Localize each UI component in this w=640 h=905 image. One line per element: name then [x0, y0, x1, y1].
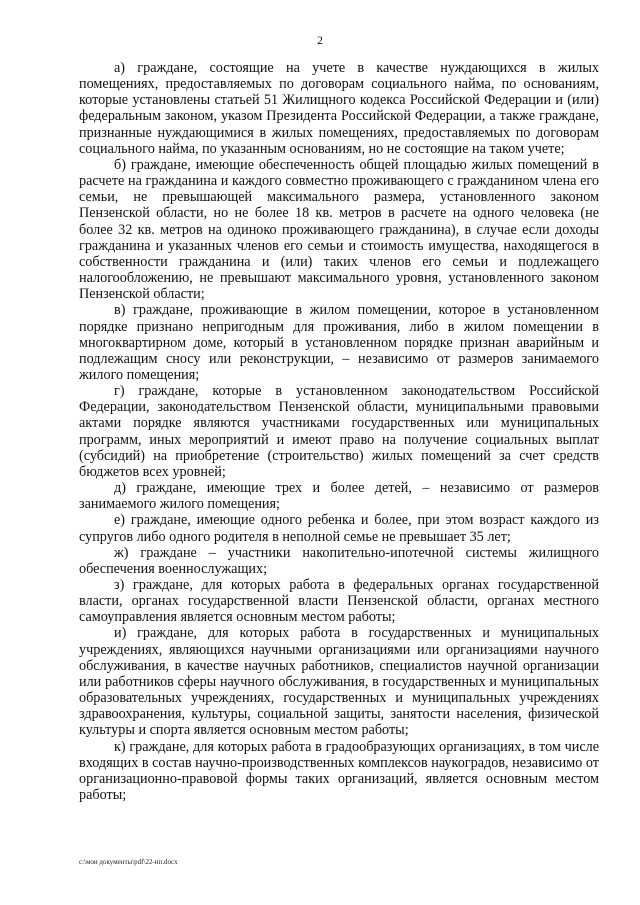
paragraph-g: г) граждане, которые в установленном законодательством Российской Федерации, законодательством Пензенской области, муниципальными правовыми актами порядке являются участниками государственных или муниципальных программ, иных мероприятий и имеют право на получение социальных выплат (субсидий) на приобретение (строительство) жилых помещений за счет средств бюджетов всех уровней;: [79, 383, 599, 480]
paragraph-z: з) граждане, для которых работа в федеральных органах государственной власти, органах государственной власти Пензенской области, органах местного самоуправления является основным местом работы;: [79, 577, 599, 626]
page-number: 2: [317, 33, 323, 47]
paragraph-e: е) граждане, имеющие одного ребенка и более, при этом возраст каждого из супругов либо одного родителя в неполной семье не превышает 35 лет;: [79, 512, 599, 545]
footer-file-path: c:\мои документы\pdf\22-ип.docx: [79, 858, 178, 866]
paragraph-v: в) граждане, проживающие в жилом помещении, которое в установленном порядке признано непригодным для проживания, либо в жилом помещении в многоквартирном доме, который в установленном порядке признан аварийным и подлежащим сносу или реконструкции, – независимо от размеров занимаемого жилого помещения;: [79, 302, 599, 383]
paragraph-i: и) граждане, для которых работа в государственных и муниципальных учреждениях, являющихся научными организациями или организациями научного обслуживания, в качестве научных работников, специалистов научной организации или работников сферы научного обслуживания, в государственных и муниципальных образовательных учреждениях, государственных и муниципальных учреждениях здравоохранения, культуры, социальной защиты, занятости населения, физической культуры и спорта является основным местом работы;: [79, 625, 599, 739]
paragraph-d: д) граждане, имеющие трех и более детей, – независимо от размеров занимаемого жилого помещения;: [79, 480, 599, 513]
paragraph-b: б) граждане, имеющие обеспеченность общей площадью жилых помещений в расчете на гражданина и каждого совместно проживающего с гражданином члена его семьи, не превышающей максимального размера, установленного законом Пензенской области, но не более 18 кв. метров в расчете на одного человека (не более 32 кв. метров на одиноко проживающего гражданина), в случае если доходы гражданина и указанных членов его семьи и стоимость имущества, находящегося в собственности гражданина и (или) таких членов его семьи и подлежащего налогообложению, не превышают максимального уровня, установленного законом Пензенской области;: [79, 156, 599, 303]
document-body: [79, 60, 599, 803]
paragraph-k: к) граждане, для которых работа в градообразующих организациях, в том числе входящих в состав научно-производственных комплексов наукоградов, независимо от организационно-правовой формы таких организаций, является основным местом работы;: [79, 738, 599, 804]
paragraph-zh: ж) граждане – участники накопительно-ипотечной системы жилищного обеспечения военнослужащих;: [79, 544, 599, 577]
paragraph-a: а) граждане, состоящие на учете в качестве нуждающихся в жилых помещениях, предоставляемых по договорам социального найма, по основаниям, которые установлены статьей 51 Жилищного кодекса Российской Федерации и (или) федеральным законом, указом Президента Российской Федерации, а также граждане, признанные нуждающимися в жилых помещениях, предоставляемых по договорам социального найма, по указанным основаниям, но не состоящие на таком учете;: [79, 60, 599, 157]
